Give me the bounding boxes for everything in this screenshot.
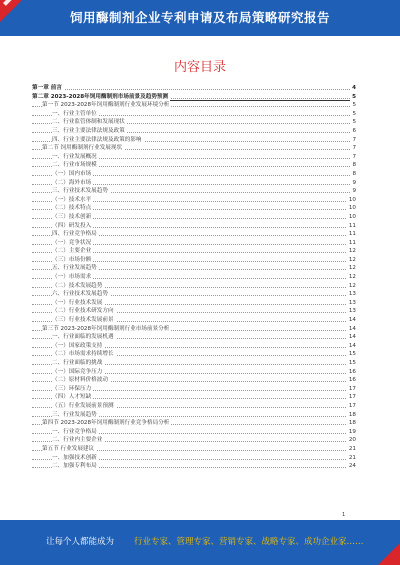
toc-entry-page: 14: [348, 342, 356, 349]
toc-entry-label: 二、行业监管体制和发展现状: [52, 119, 125, 126]
toc-entry[interactable]: [32, 359, 356, 368]
toc-entry-label: 一、行业竞争格局: [52, 428, 97, 435]
toc-entry-label: （二）技术发展趋势: [52, 282, 103, 289]
toc-entry-label: （一）国家政策支持: [52, 342, 103, 349]
toc-entry-label: （三）市场份额: [52, 256, 92, 263]
toc-entry-page: 21: [348, 454, 356, 461]
toc-entry[interactable]: [32, 153, 356, 162]
toc-entry-label: 五、行业发展趋势: [52, 265, 97, 272]
toc-entry[interactable]: [32, 144, 356, 153]
page-header: [0, 0, 400, 36]
toc-entry-page: 5: [352, 119, 356, 126]
toc-entry-page: 7: [352, 145, 356, 152]
toc-entry-label: 二、加强专利布局: [52, 463, 97, 470]
toc-entry-label: 第四节 2023-2028年饲用酶制剂行业竞争格局分析: [42, 420, 170, 427]
toc-entry-page: 14: [348, 325, 356, 332]
toc-entry[interactable]: [32, 161, 356, 170]
toc-entry[interactable]: [32, 290, 356, 299]
toc-entry[interactable]: [32, 93, 356, 102]
toc-entry-label: 第三节 2023-2028年饲用酶制剂行业市场前景分析: [42, 325, 170, 332]
toc-entry-label: （三）环保压力: [52, 385, 92, 392]
toc-entry-page: 10: [348, 213, 356, 220]
toc-entry[interactable]: [32, 264, 356, 273]
toc-entry-page: 8: [352, 162, 356, 169]
toc-entry-label: （一）竞争状况: [52, 239, 92, 246]
toc-entry-label: 三、行业主要法律法规及政策: [52, 127, 125, 134]
toc-entry[interactable]: [32, 350, 356, 359]
toc-entry-label: 四、行业主要法律法规及政策的影响: [52, 136, 142, 143]
toc-entry[interactable]: [32, 179, 356, 188]
toc-entry-page: 9: [352, 179, 356, 186]
toc-entry[interactable]: [32, 462, 356, 471]
toc-entry[interactable]: [32, 84, 356, 93]
toc-entry[interactable]: [32, 101, 356, 110]
toc-entry-page: 12: [348, 265, 356, 272]
toc-entry-page: 11: [348, 231, 356, 238]
toc-entry-page: 5: [352, 102, 356, 109]
toc-entry-page: 12: [348, 282, 356, 289]
toc-entry-page: 6: [352, 127, 356, 134]
toc-entry-label: （四）人才短缺: [52, 394, 92, 401]
toc-entry-label: 一、加强技术创新: [52, 454, 97, 461]
toc-entry-label: 第五节 行业发展建议: [42, 445, 95, 452]
toc-entry-label: 一、行业面临的发展机遇: [52, 334, 114, 341]
toc-entry-page: 13: [348, 291, 356, 298]
toc-entry-page: 14: [348, 317, 356, 324]
toc-entry[interactable]: [32, 419, 356, 428]
table-of-contents: [32, 84, 356, 471]
toc-entry[interactable]: [32, 127, 356, 136]
page-number: 1: [342, 512, 346, 518]
toc-entry-label: 二、行业内主要企业: [52, 437, 103, 444]
toc-entry-page: 21: [348, 445, 356, 452]
toc-entry-label: 一、行业发展概况: [52, 153, 97, 160]
page-footer: [0, 520, 400, 565]
toc-entry-page: 19: [348, 428, 356, 435]
toc-entry-page: 16: [348, 368, 356, 375]
toc-entry-label: （二）行业技术研发方向: [52, 308, 114, 315]
toc-entry-page: 15: [348, 360, 356, 366]
toc-entry-label: 二、行业面临的挑战: [52, 360, 103, 366]
toc-entry-label: 第一节 2023-2028年饲用酶制剂行业发展环境分析: [42, 102, 170, 109]
toc-entry[interactable]: [32, 136, 356, 145]
toc-entry-label: 四、行业竞争格局: [52, 231, 97, 238]
toc-entry[interactable]: [32, 402, 356, 411]
toc-entry[interactable]: [32, 282, 356, 291]
toc-entry[interactable]: [32, 247, 356, 256]
toc-entry-page: 12: [348, 248, 356, 255]
toc-entry-label: 三、行业发展趋势: [52, 411, 97, 418]
toc-entry[interactable]: [32, 256, 356, 265]
toc-entry-label: 一、行业主管单位: [52, 110, 97, 117]
toc-entry[interactable]: [32, 204, 356, 213]
toc-entry-page: 10: [348, 196, 356, 203]
toc-entry-page: 17: [348, 394, 356, 401]
toc-entry-page: 7: [352, 136, 356, 143]
toc-leader-dots: [32, 89, 356, 90]
footer-slogan-left: 让每个人都能成为: [46, 537, 115, 547]
toc-entry-page: 18: [348, 411, 356, 418]
toc-entry[interactable]: [32, 454, 356, 463]
toc-entry-page: 18: [348, 420, 356, 427]
toc-entry-page: 7: [352, 153, 356, 160]
toc-entry-label: 三、行业技术发展趋势: [52, 188, 108, 195]
toc-entry-label: 第一章 前言: [32, 85, 62, 91]
toc-entry[interactable]: [32, 230, 356, 239]
toc-entry[interactable]: [32, 368, 356, 377]
toc-entry-label: （二）原材料价格波动: [52, 377, 108, 384]
toc-entry-page: 17: [348, 402, 356, 409]
toc-entry[interactable]: [32, 299, 356, 308]
toc-entry[interactable]: [32, 110, 356, 119]
toc-entry-label: （二）市场需求持续增长: [52, 351, 114, 358]
toc-entry[interactable]: [32, 342, 356, 351]
toc-entry-label: （一）行业技术发展: [52, 299, 103, 306]
toc-entry[interactable]: [32, 411, 356, 420]
toc-entry[interactable]: [32, 333, 356, 342]
toc-entry[interactable]: [32, 222, 356, 231]
toc-entry-label: （五）行业发展前景预测: [52, 402, 114, 409]
toc-entry-page: 12: [348, 256, 356, 263]
toc-entry-label: （二）主要企业: [52, 248, 92, 255]
toc-entry-page: 9: [352, 188, 356, 195]
toc-entry[interactable]: [32, 385, 356, 394]
toc-entry-label: （四）研发投入: [52, 222, 92, 229]
toc-entry[interactable]: [32, 187, 356, 196]
toc-entry[interactable]: [32, 239, 356, 248]
toc-entry-page: 11: [348, 239, 356, 246]
toc-entry-label: （二）海外市场: [52, 179, 92, 186]
toc-entry-label: （三）技术创新: [52, 213, 92, 220]
toc-entry-label: （一）国际竞争压力: [52, 368, 103, 375]
toc-entry-page: 12: [348, 274, 356, 281]
footer-slogan-right: 行业专家、管理专家、营销专家、战略专家、成功企业家……: [134, 537, 364, 547]
toc-entry[interactable]: [32, 118, 356, 127]
toc-entry-page: 5: [352, 93, 356, 100]
toc-entry-page: 15: [348, 351, 356, 358]
toc-entry-page: 13: [348, 308, 356, 315]
toc-entry-page: 13: [348, 299, 356, 306]
toc-entry-page: 20: [348, 437, 356, 444]
toc-entry-page: 5: [352, 110, 356, 117]
toc-entry[interactable]: [32, 170, 356, 179]
toc-entry-page: 10: [348, 205, 356, 212]
toc-entry[interactable]: [32, 445, 356, 454]
report-title: 饲用酶制剂企业专利申请及布局策略研究报告: [69, 10, 330, 25]
toc-entry[interactable]: [32, 316, 356, 325]
toc-entry-page: 17: [348, 385, 356, 392]
toc-entry[interactable]: [32, 273, 356, 282]
toc-entry[interactable]: [32, 307, 356, 316]
toc-entry-label: 二、行业市场规模: [52, 162, 97, 169]
toc-entry-page: 8: [352, 170, 356, 177]
toc-entry-label: （一）国内市场: [52, 170, 92, 177]
toc-entry[interactable]: [32, 196, 356, 205]
toc-entry-page: 14: [348, 334, 356, 341]
toc-entry[interactable]: [32, 428, 356, 437]
toc-heading: 内容目录: [173, 60, 226, 75]
toc-entry-label: 第二节 饲用酶制剂行业发展现状: [42, 145, 123, 152]
toc-entry-label: （一）技术水平: [52, 196, 92, 203]
toc-entry-label: 六、行业技术发展趋势: [52, 291, 108, 298]
toc-entry[interactable]: [32, 213, 356, 222]
toc-entry-page: 24: [348, 463, 356, 470]
toc-entry[interactable]: [32, 325, 356, 334]
toc-entry-label: 第二章 2023-2028年饲用酶制剂市场前景及趋势预测: [32, 93, 169, 100]
toc-entry-page: 4: [352, 85, 356, 91]
toc-entry[interactable]: [32, 436, 356, 445]
toc-entry-page: 16: [348, 377, 356, 384]
toc-entry-label: （二）技术特点: [52, 205, 92, 212]
toc-entry-label: （一）市场需求: [52, 274, 92, 281]
footer-corner-decoration: [378, 543, 400, 565]
toc-entry-label: （三）行业技术发展前景: [52, 317, 114, 324]
toc-entry[interactable]: [32, 393, 356, 402]
toc-entry[interactable]: [32, 376, 356, 385]
toc-entry-page: 11: [348, 222, 356, 229]
